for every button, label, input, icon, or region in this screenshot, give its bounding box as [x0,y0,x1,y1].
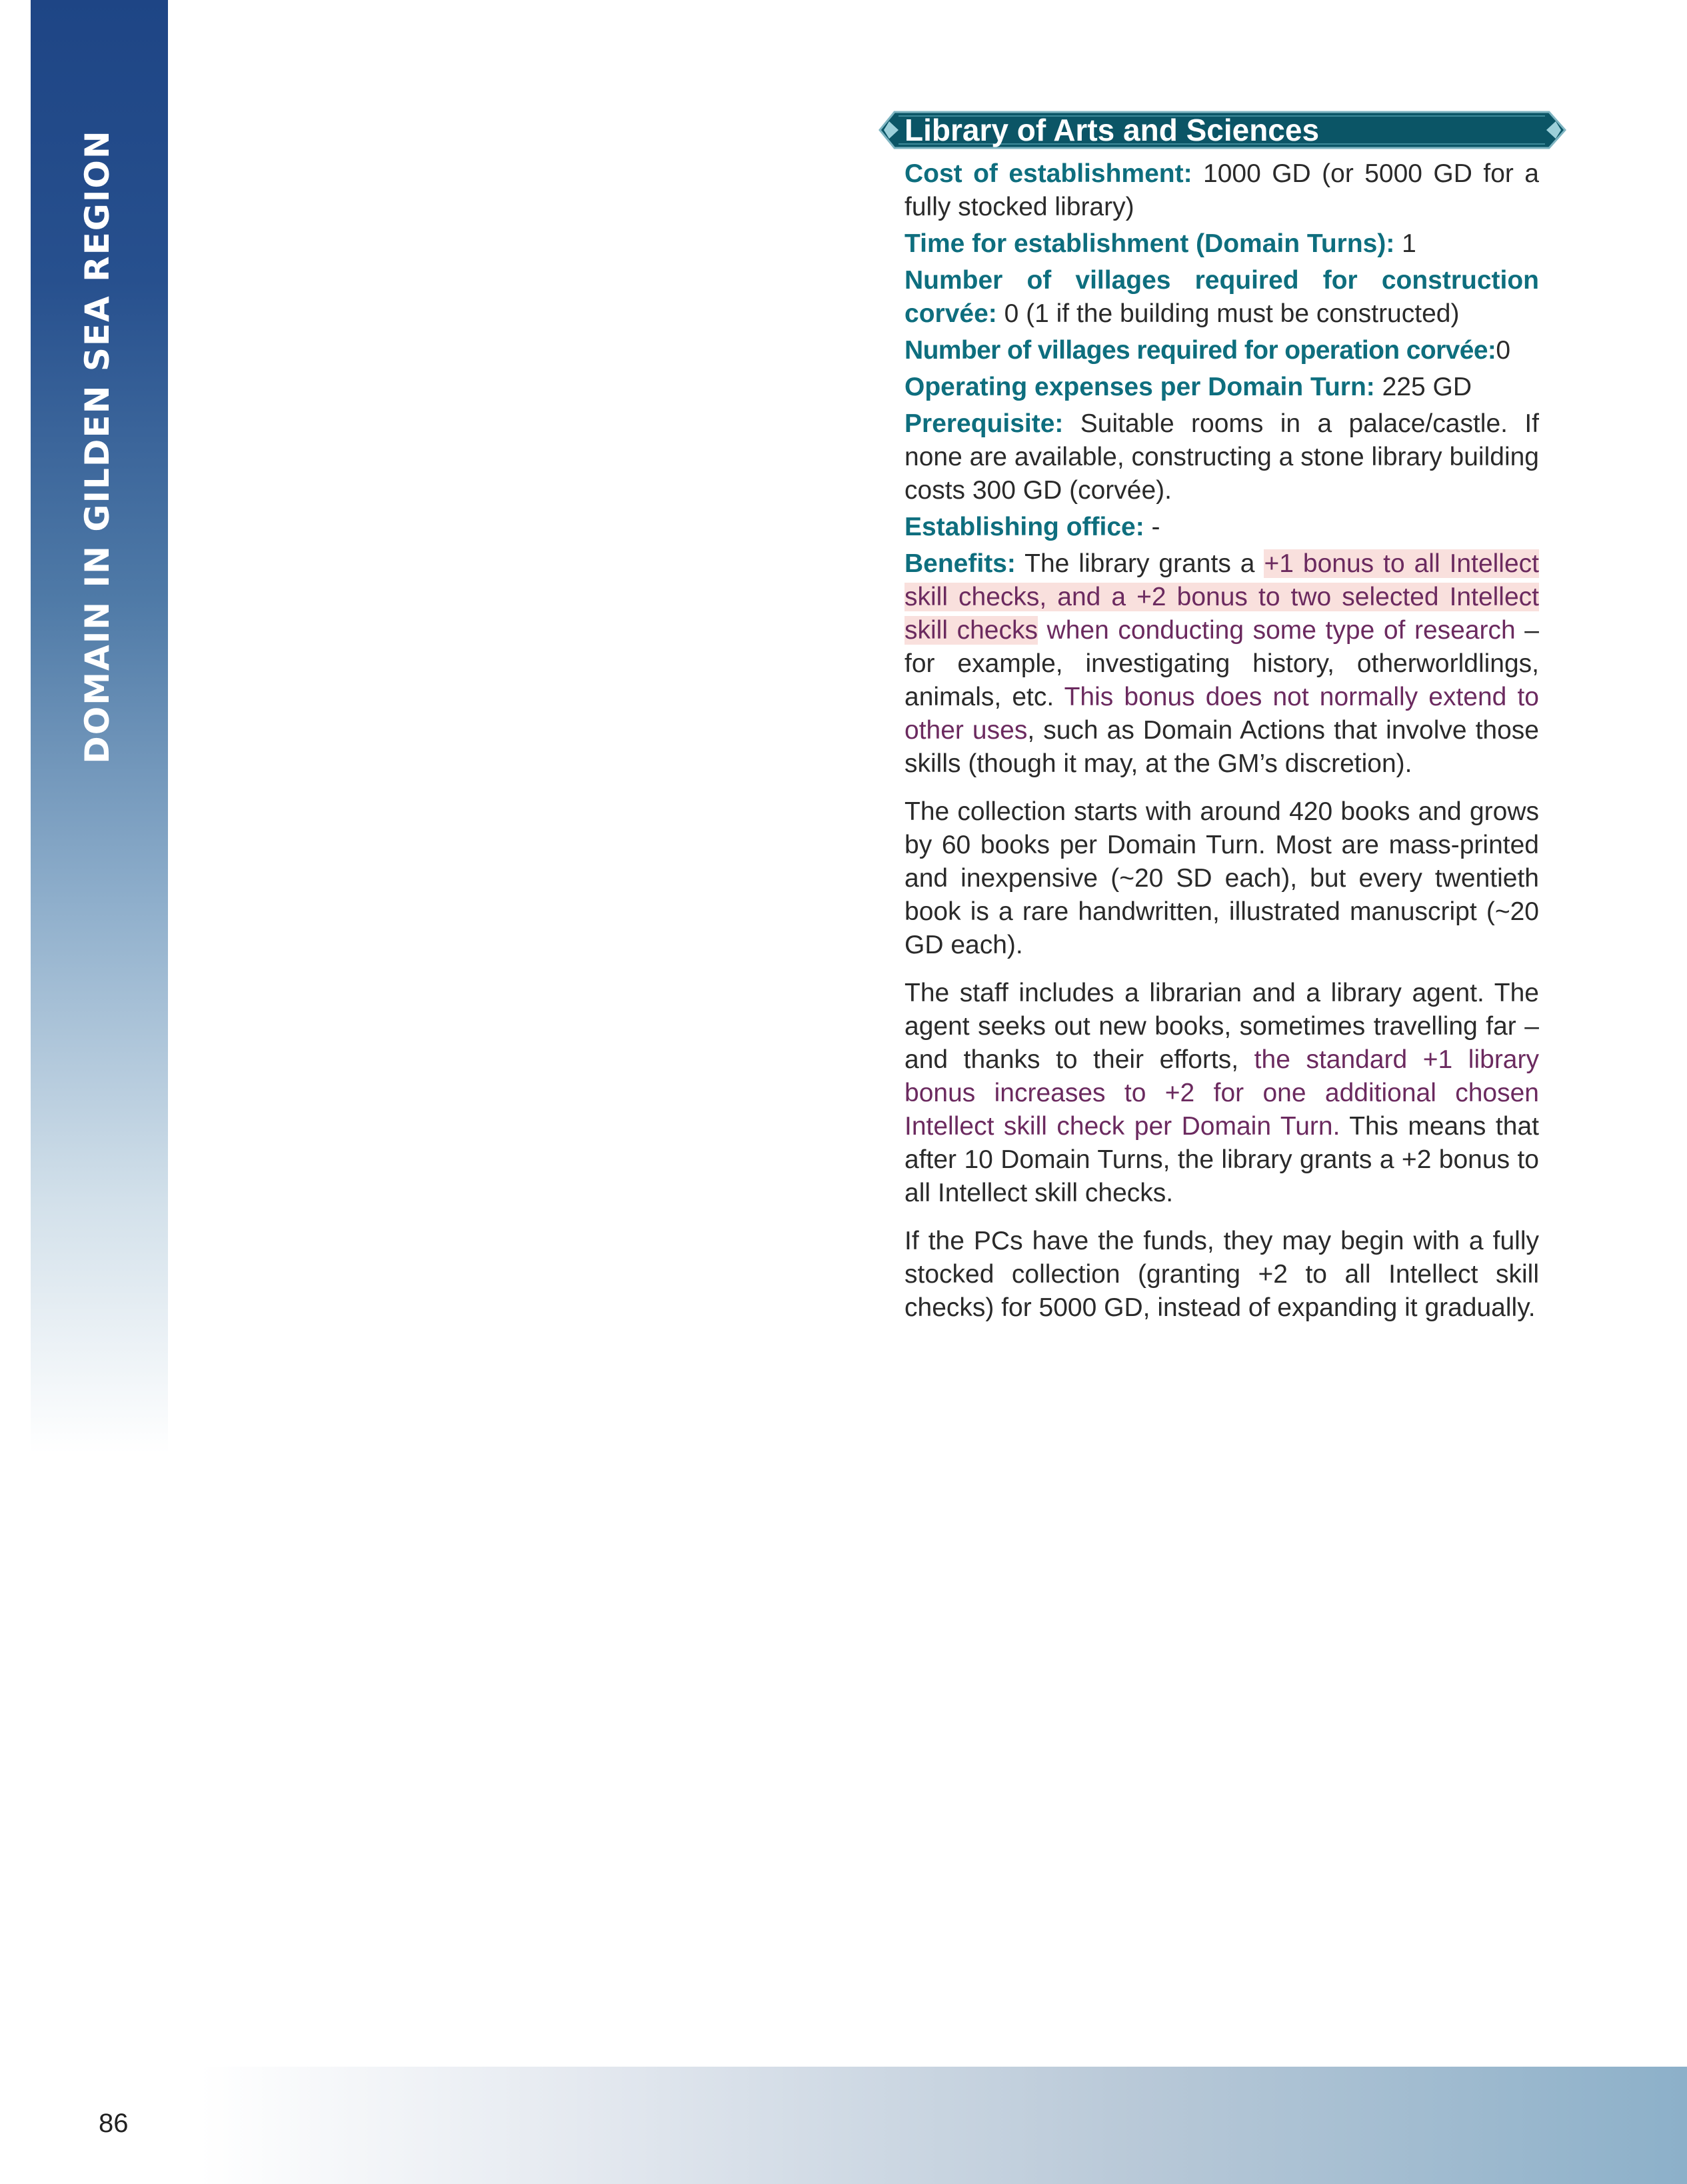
section-heading-banner [878,109,1566,151]
entry-operation-corvee [904,334,1539,367]
entry-cost-value: 1000 GD (or 5000 GD for a fully stocked library) [904,159,1539,221]
entry-benefits-label: Benefits: [904,549,1016,578]
entry-operating-expenses-label: Operating expenses per Domain Turn: [904,373,1375,401]
paragraph-staff [904,977,1539,1210]
section-content [904,157,1539,1325]
entry-operating-expenses-value: 225 GD [1374,373,1472,401]
entry-benefits [904,547,1539,781]
section-title: Library of Arts and Sciences [904,113,1320,147]
bottom-band [0,2067,1687,2184]
benefits-purple-2: This bonus does not normally extend to other uses [904,683,1539,745]
entry-office-label: Establishing office: [904,513,1144,541]
benefits-purple-1: when conducting some type of research [1037,616,1516,645]
page-number: 86 [99,2109,129,2138]
staff-purple: the standard +1 library bonus increases to +2 for one additional chosen Intellect skill check per Domain Turn. [904,1045,1539,1141]
entry-office [904,511,1539,544]
entry-cost-label: Cost of establishment: [904,159,1192,188]
entry-operating-expenses [904,371,1539,404]
entry-office-value: - [1144,513,1160,541]
entry-operation-corvee-value: 0 [1496,336,1510,365]
entry-construction-corvee-label: Number of villages required for construction corvée: [904,266,1539,328]
entry-cost [904,157,1539,224]
paragraph-collection: The collection starts with around 420 books and grows by 60 books per Domain Turn. Most are mass-printed and inexpensive (~20 SD each), but every twentieth book is a rare handwritten, illustrated manuscript (~20 GD each). [904,797,1539,959]
benefits-text-1: The library grants a [1015,549,1264,578]
entry-prerequisite-label: Prerequisite: [904,409,1064,438]
entry-operation-corvee-label: Number of villages required for operation corvée: [904,336,1496,365]
entry-prerequisite [904,407,1539,507]
benefits-text-3: , such as Domain Actions that involve those skills (though it may, at the GM’s discretion). [904,716,1539,778]
staff-text-1: The staff includes a librarian and a library agent. The agent seeks out new books, sometimes travelling far – and thanks to their efforts, [904,979,1539,1074]
entry-time-label: Time for establishment (Domain Turns): [904,229,1395,258]
staff-text-2: This means that after 10 Domain Turns, the library grants a +2 bonus to all Intellect skill checks. [904,1112,1539,1207]
paragraph-funds: If the PCs have the funds, they may begin with a fully stocked collection (granting +2 to all Intellect skill checks) for 5000 GD, instead of expanding it gradually. [904,1227,1539,1322]
entry-time-value: 1 [1394,229,1416,258]
chapter-title-vertical: DOMAIN IN GILDEN SEA REGION [78,129,117,764]
benefits-text-2: – for example, investigating history, otherworldlings, animals, etc. [904,616,1539,711]
entry-time [904,227,1539,261]
entry-prerequisite-value: Suitable rooms in a palace/castle. If none are available, constructing a stone library building costs 300 GD (corvée). [904,409,1539,505]
entry-construction-corvee [904,264,1539,331]
benefits-highlight: +1 bonus to all Intellect skill checks, and a +2 bonus to two selected Intellect skill checks [904,549,1539,645]
entry-construction-corvee-value: 0 (1 if the building must be constructed) [996,299,1460,328]
